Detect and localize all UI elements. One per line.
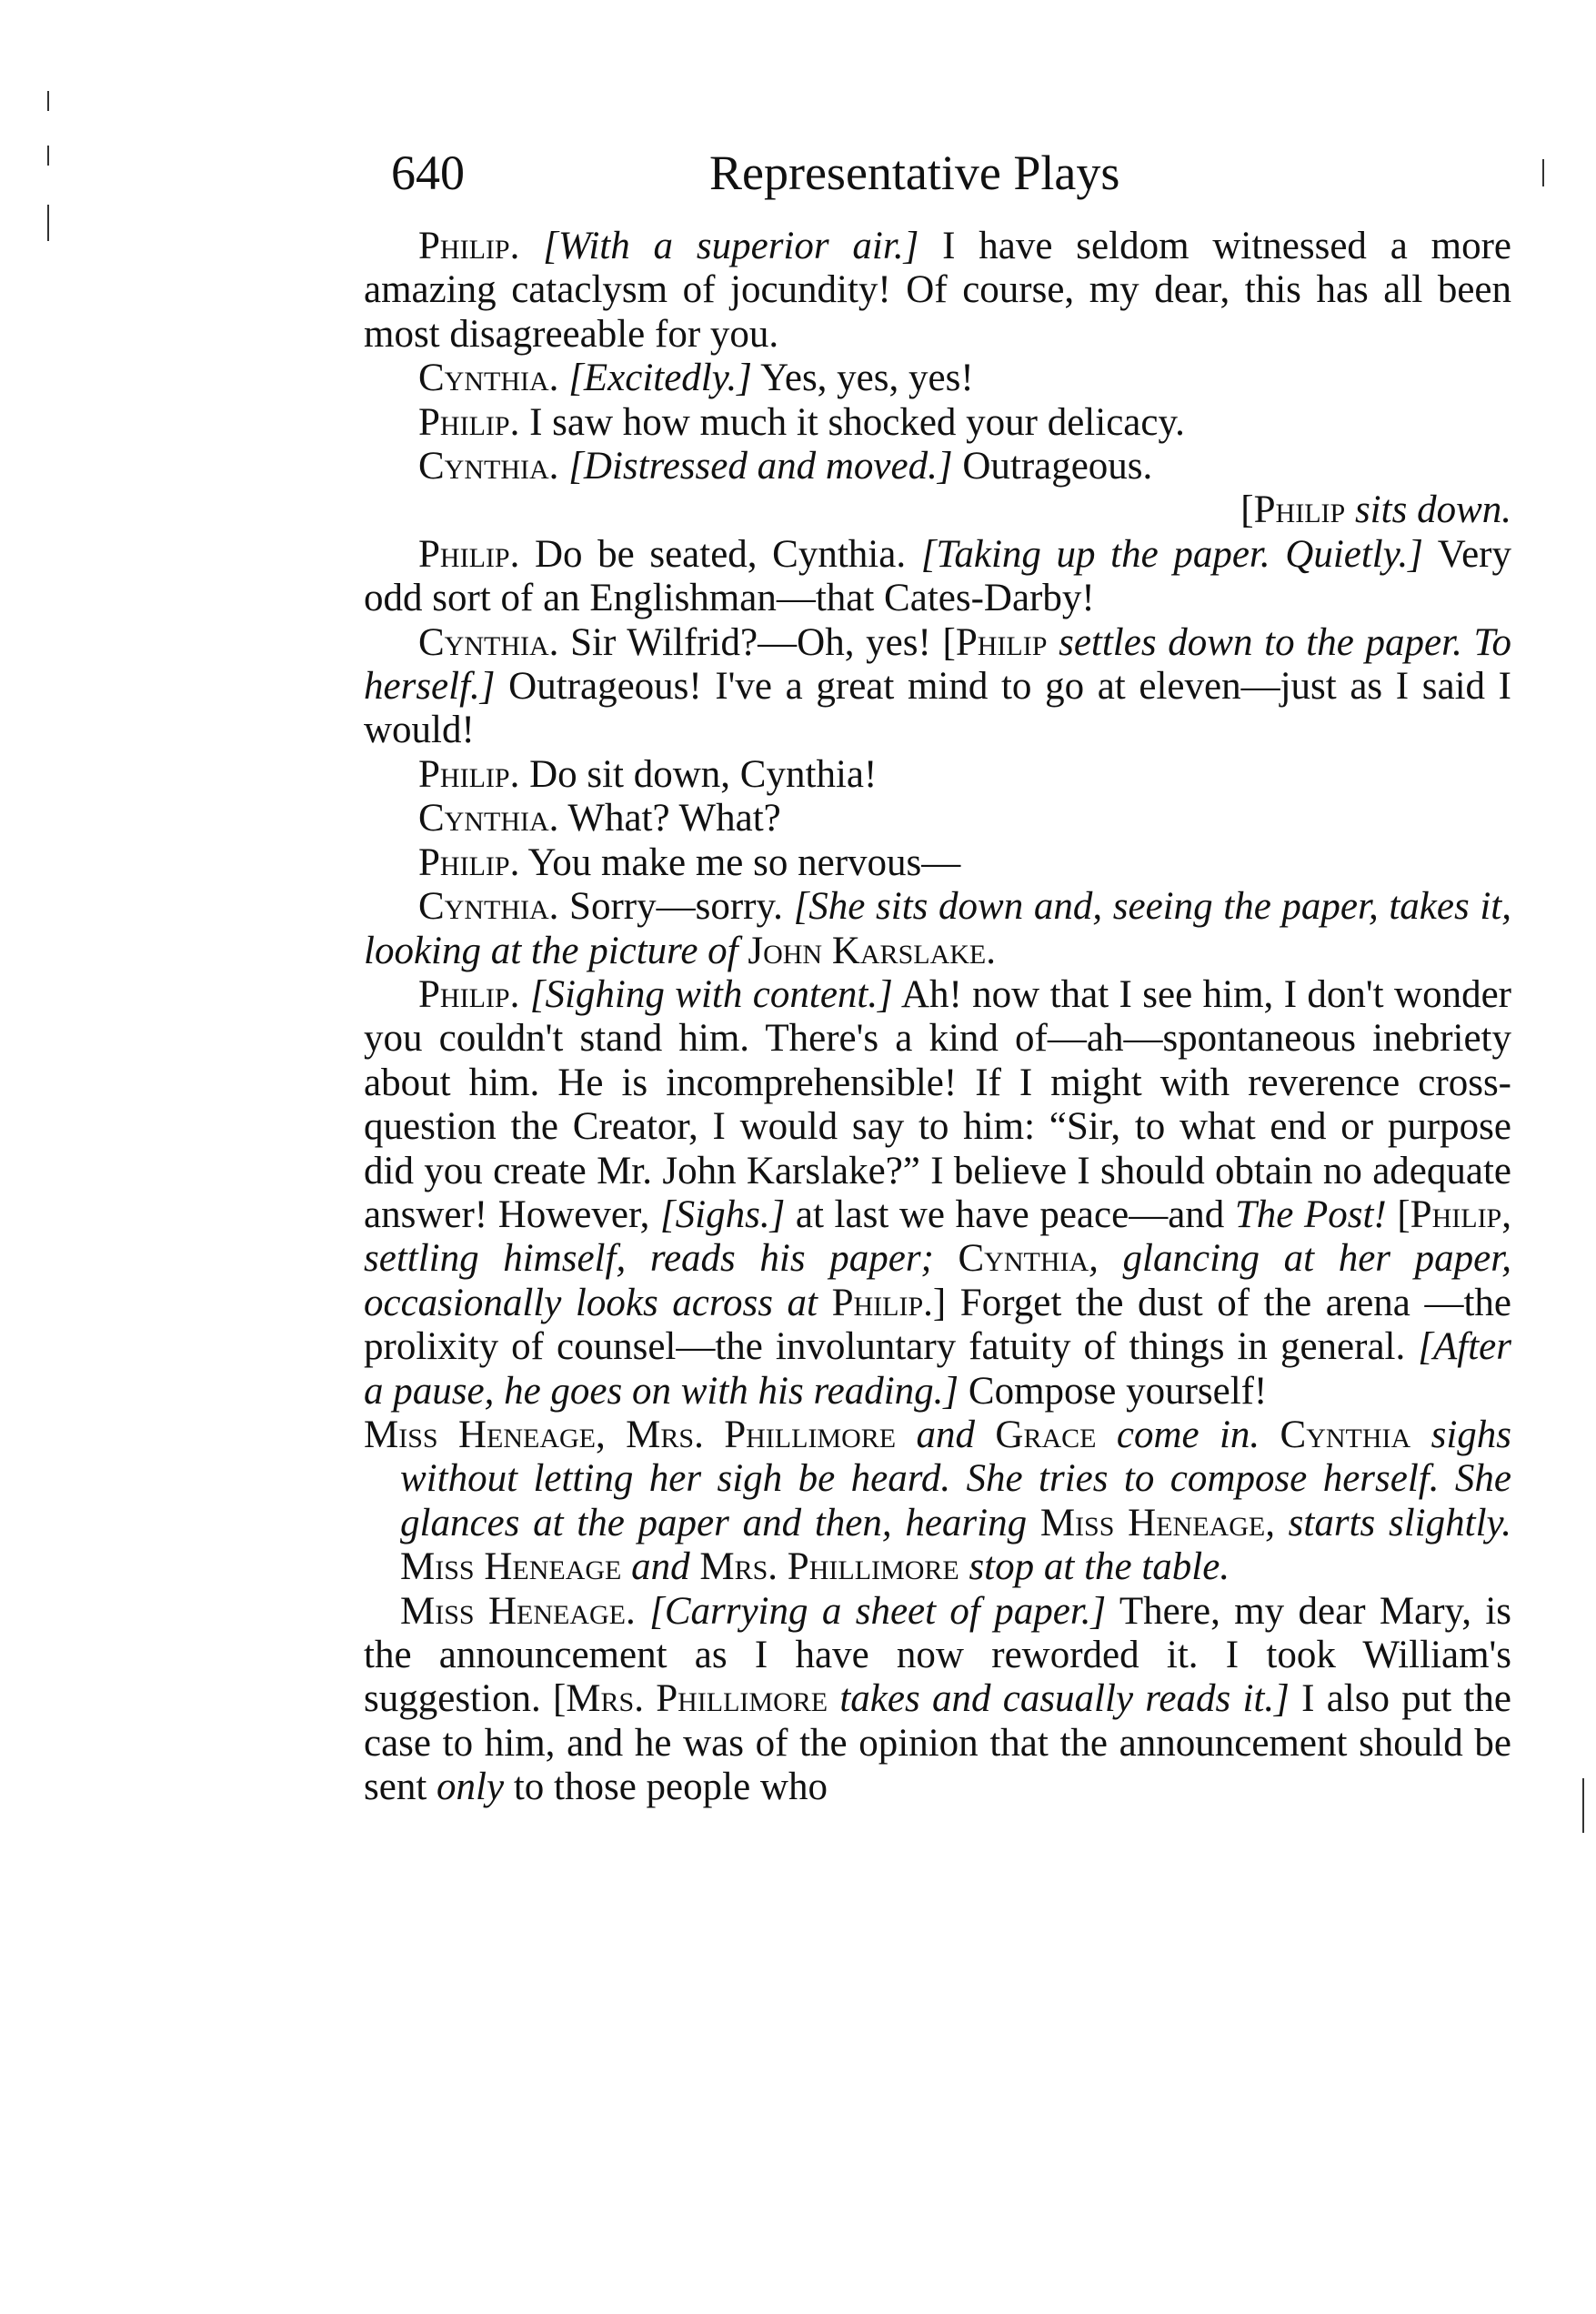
speech-text: Yes, yes, yes! (751, 357, 974, 400)
speech-cynthia-2 (364, 445, 1511, 488)
speech-text: Sorry—sorry. (558, 885, 794, 929)
page-number: 640 (391, 146, 465, 200)
stage-direction: , glancing at her paper, occasionally looks across at (364, 1237, 1511, 1324)
speech-text: .] Forget the dust of the arena —the prolixity of counsel—the involuntary fatuity of things in general. (364, 1281, 1511, 1369)
speech-cynthia-1 (364, 357, 1511, 400)
speech-text: You make me so nervous— (519, 840, 961, 884)
stage-direction: [After a pause, he goes on with his reading.] (364, 1325, 1511, 1413)
speech-text: I also put the case to him, and he was of the opinion that the announcement should be sent (364, 1677, 1511, 1809)
speech-philip-2 (364, 401, 1511, 445)
character-name: Philip (1253, 488, 1346, 532)
speech-text: There, my dear Mary, is the announcement as I have now reworded it. I took William's suggestion. [ (364, 1589, 1512, 1721)
stage-direction: [Distressed and moved.] (568, 445, 953, 488)
speech-philip-5 (364, 841, 1511, 885)
scan-margin-mark (47, 205, 49, 241)
scan-margin-mark (47, 91, 49, 111)
running-title: Representative Plays (709, 146, 1120, 200)
character-name: Mrs. Phillimore (566, 1677, 828, 1721)
speech-text: What? What? (558, 797, 781, 840)
speaker-name: Cynthia. (418, 357, 559, 400)
speech-text: Do sit down, Cynthia! (519, 752, 878, 796)
speech-text: I saw how much it shocked your delicacy. (519, 400, 1185, 444)
speech-philip-4 (364, 753, 1511, 797)
speaker-name: Philip. (418, 752, 520, 796)
speech-text: Sir Wilfrid?—Oh, yes! [ (558, 620, 956, 664)
stage-direction: [Carrying a sheet of paper.] (649, 1589, 1107, 1633)
speaker-name: Philip. (418, 225, 520, 267)
speech-text: to those people who (504, 1766, 828, 1809)
scan-margin-mark (1582, 1778, 1584, 1833)
emphasis: only (437, 1766, 505, 1809)
scan-margin-mark (1542, 159, 1544, 186)
stage-direction: takes and casually reads it.] (828, 1677, 1290, 1721)
speaker-name: Cynthia. (418, 445, 559, 488)
speech-text: Outrageous! I've a great mind to go at eleven—just as I said I would! (364, 665, 1511, 752)
speech-philip-1 (364, 225, 1511, 357)
page-body (364, 225, 1511, 1810)
speaker-name: Philip. (418, 840, 520, 884)
character-name: Philip (1410, 1192, 1502, 1236)
character-name: John Karslake (738, 929, 987, 972)
speaker-name: Miss Heneage. (400, 1589, 636, 1633)
speech-text: Do be seated, Cynthia. (519, 532, 921, 576)
speech-philip-6: Philip. [Sighing with content.] Ah! now that I see him, I don't wonder you couldn't stand him. There's a kind of—ah—spontaneous inebriety about him. He is incomprehensible! If I might with reverence cross-question the Creator, I would say to him: “Sir, to what end or purpose did you create Mr. John Karslake?” I believe I should obtain no adequate answer! However, [Sighs.] at last we have peace—and The Post! [Philip, settling himself, reads his paper; Cynthia, glancing at her paper, occasionally looks across at Philip.] Forget the dust of the arena —the prolixity of counsel—the involuntary fatuity of things in general. [After a pause, he goes on with his reading.] Compose yourself! (364, 972, 1512, 1413)
speaker-name: Cynthia. (418, 885, 559, 929)
speech-text: I have seldom witnessed a more amazing cataclysm of jocundity! Of course, my dear, this has all been most disagreeable for you. (364, 225, 1512, 356)
stage-direction: sits down. (1345, 488, 1511, 532)
stage-direction: [She sits down and, seeing the paper, takes it, looking at the picture of (364, 885, 1511, 972)
stage-direction: [Taking up the paper. Quietly.] (920, 532, 1423, 576)
stage-direction: [Sighing with content.] (529, 972, 893, 1016)
stage-direction: [Excitedly.] (568, 357, 752, 400)
stage-direction-exit: [Philip sits down. (1240, 488, 1511, 532)
stage-direction: [Sighs.] (659, 1192, 786, 1236)
stage-direction: settling himself, reads his paper; (364, 1237, 959, 1281)
speech-text: Very odd sort of an Englishman—that Cates-Darby! (364, 532, 1511, 620)
speech-text: at last we have peace—and (785, 1192, 1235, 1236)
speaker-name: Cynthia. (418, 797, 559, 840)
speech-cynthia-4 (364, 797, 1511, 840)
page-header (391, 136, 1519, 209)
speech-miss-heneage-1 (364, 1590, 1511, 1810)
character-name: Cynthia (958, 1237, 1089, 1281)
speech-cynthia-3 (364, 621, 1511, 753)
speaker-name: Philip. (418, 972, 520, 1016)
scan-margin-mark (47, 146, 49, 166)
character-name: Philip (955, 620, 1048, 664)
speaker-name: Philip. (418, 400, 520, 444)
newspaper-title: The Post! (1234, 1192, 1387, 1236)
stage-direction: [With a superior air.] (543, 225, 919, 267)
character-name: Philip (831, 1281, 924, 1324)
speech-text: Compose yourself! (959, 1369, 1268, 1413)
speech-text: Ah! now that I see him, I don't wonder you couldn't stand him. There's a kind of—ah—spontaneous inebriety about him. He is incomprehensible! If I might with reverence cross-question the Creator, I would say to him: “Sir, to what end or purpose did you create Mr. John Karslake?” I believe I should obtain no adequate answer! However, (364, 972, 1512, 1236)
speaker-name: Philip. (418, 532, 520, 576)
stage-direction-entrance: Miss Heneage, Mrs. Phillimore and Grace come in. Cynthia sighs without letting her sigh be heard. She tries to compose herself. She glances at the paper and then, hearing Miss Heneage, starts slightly. Miss Heneage and Mrs. Phillimore stop at the table. (364, 1413, 1512, 1589)
speech-text: Outrageous. (952, 445, 1153, 488)
stage-direction: settles down to the paper. To herself.] (364, 620, 1511, 709)
speaker-name: Cynthia. (418, 620, 559, 664)
speech-philip-3 (364, 533, 1511, 621)
speech-cynthia-5: Cynthia. Sorry—sorry. [She sits down and, seeing the paper, takes it, looking at the picture of John Karslake. (364, 885, 1511, 972)
